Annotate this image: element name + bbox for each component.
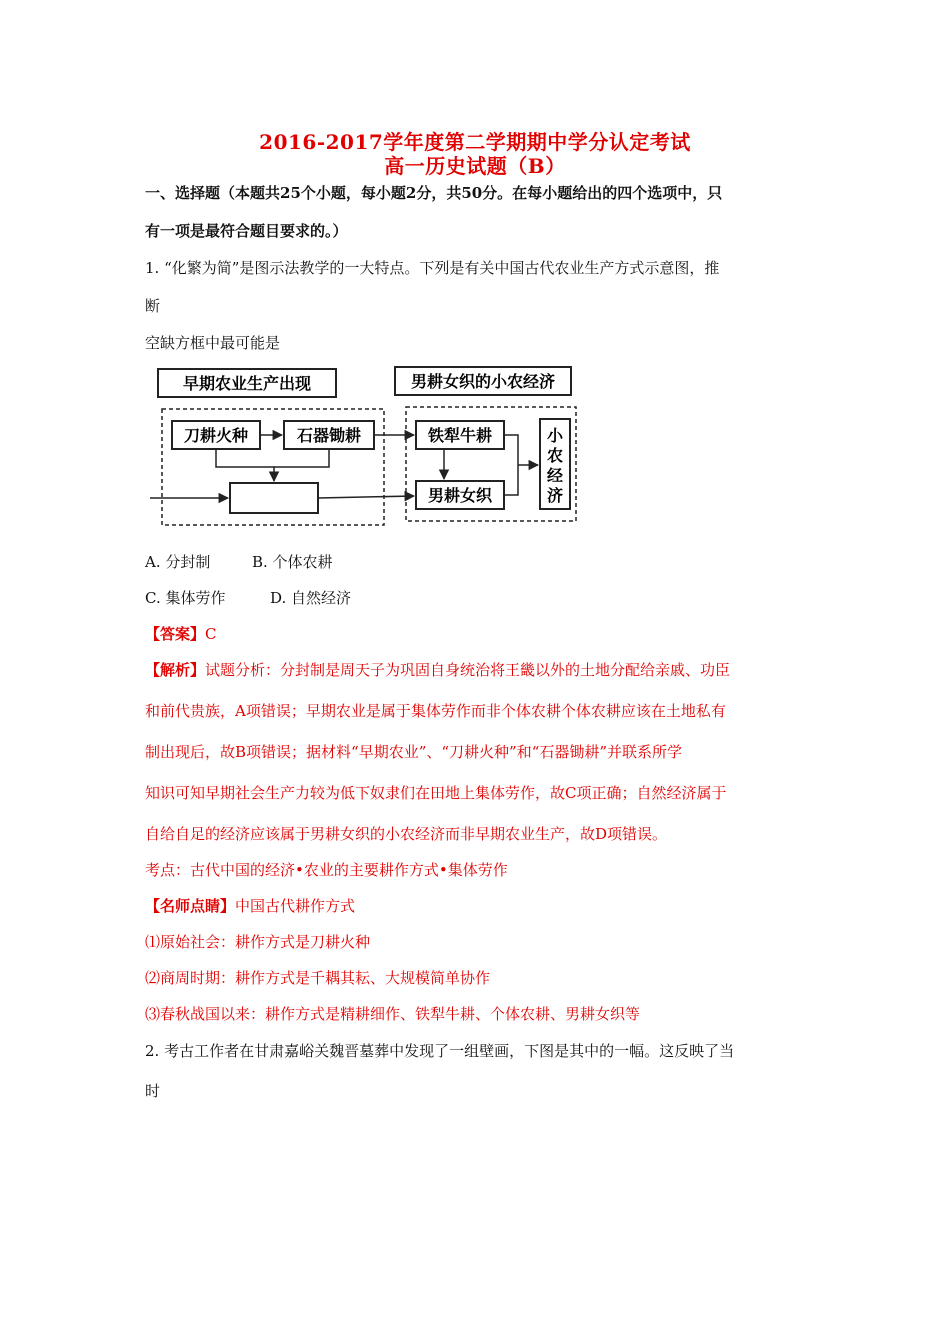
arrow-blank-box4 bbox=[318, 496, 414, 498]
box-iron-plough-label: 铁犁牛耕 bbox=[427, 426, 493, 445]
q1-answer bbox=[145, 623, 217, 644]
right-header-label: 男耕女织的小农经济 bbox=[410, 372, 556, 391]
tips-bracket: 【名师点睛】 bbox=[145, 897, 236, 915]
q1-option-c: C. 集体劳作 bbox=[145, 589, 226, 607]
q2-stem-line2: 时 bbox=[145, 1082, 161, 1100]
q1-stem-line3: 空缺方框中最可能是 bbox=[145, 334, 281, 352]
page-title: 2016-2017学年度第二学期期中学分认定考试 bbox=[259, 130, 691, 154]
page-subtitle: 高一历史试题（B） bbox=[384, 154, 566, 178]
box-men-farm-women-weave-label: 男耕女织 bbox=[427, 486, 493, 505]
q1-analysis-line2: 和前代贵族，A项错误；早期农业是属于集体劳作而非个体农耕个体农耕应该在土地私有 bbox=[145, 702, 726, 720]
q1-analysis-line5: 自给自足的经济应该属于男耕女织的小农经济而非早期农业生产，故D项错误。 bbox=[145, 825, 668, 843]
q1-option-a: A. 分封制 bbox=[145, 553, 211, 571]
arrow-to-blank-right bbox=[274, 449, 329, 467]
bracket-box3-box4 bbox=[504, 435, 518, 495]
tips-title: 中国古代耕作方式 bbox=[235, 897, 356, 915]
q1-option-b: B. 个体农耕 bbox=[252, 553, 333, 571]
section-instructions-line2: 有一项是最符合题目要求的。） bbox=[145, 222, 348, 240]
q1-kaodian: 考点：古代中国的经济•农业的主要耕作方式•集体劳作 bbox=[145, 861, 508, 879]
section-instructions-line1: 一、选择题（本题共25个小题，每小题2分，共50分。在每小题给出的四个选项中，只 bbox=[145, 184, 723, 202]
analysis-bracket: 【解析】 bbox=[145, 661, 206, 679]
q1-stem-line1: 1. “化繁为简”是图示法教学的一大特点。下列是有关中国古代农业生产方式示意图，推 bbox=[145, 259, 720, 277]
q1-tip-3: ⑶春秋战国以来：耕作方式是精耕细作、铁犁牛耕、个体农耕、男耕女织等 bbox=[145, 1005, 641, 1023]
box-blank-answer bbox=[230, 483, 318, 513]
answer-value: C bbox=[205, 625, 217, 643]
agriculture-diagram bbox=[150, 363, 590, 533]
arrow-to-blank-left bbox=[216, 449, 274, 481]
box5-char-2: 农 bbox=[546, 446, 564, 465]
box5-char-3: 经 bbox=[546, 466, 564, 485]
box-stone-hoe-label: 石器锄耕 bbox=[296, 426, 362, 445]
analysis-text-1: 试题分析：分封制是周天子为巩固自身统治将王畿以外的土地分配给亲戚、功臣 bbox=[205, 661, 731, 679]
q1-analysis-line1 bbox=[145, 659, 730, 680]
q1-tip-2: ⑵商周时期：耕作方式是千耦其耘、大规模简单协作 bbox=[145, 969, 491, 987]
q1-stem-line2: 断 bbox=[145, 297, 161, 315]
left-header-label: 早期农业生产出现 bbox=[182, 374, 312, 393]
box5-char-1: 小 bbox=[546, 426, 564, 445]
q1-tip-1: ⑴原始社会：耕作方式是刀耕火种 bbox=[145, 933, 371, 951]
box5-char-4: 济 bbox=[546, 486, 564, 505]
q1-option-d: D. 自然经济 bbox=[270, 589, 352, 607]
q1-tips-header bbox=[145, 895, 355, 916]
q2-stem-line1: 2. 考古工作者在甘肃嘉峪关魏晋墓葬中发现了一组壁画，下图是其中的一幅。这反映了当 bbox=[145, 1042, 735, 1060]
answer-bracket: 【答案】 bbox=[145, 625, 206, 643]
q1-analysis-line3: 制出现后，故B项错误；据材料“早期农业”、“刀耕火种”和“石器锄耕”并联系所学 bbox=[145, 743, 683, 761]
box-slash-and-burn-label: 刀耕火种 bbox=[183, 426, 249, 445]
q1-analysis-line4: 知识可知早期社会生产力较为低下奴隶们在田地上集体劳作，故C项正确；自然经济属于 bbox=[145, 784, 727, 802]
